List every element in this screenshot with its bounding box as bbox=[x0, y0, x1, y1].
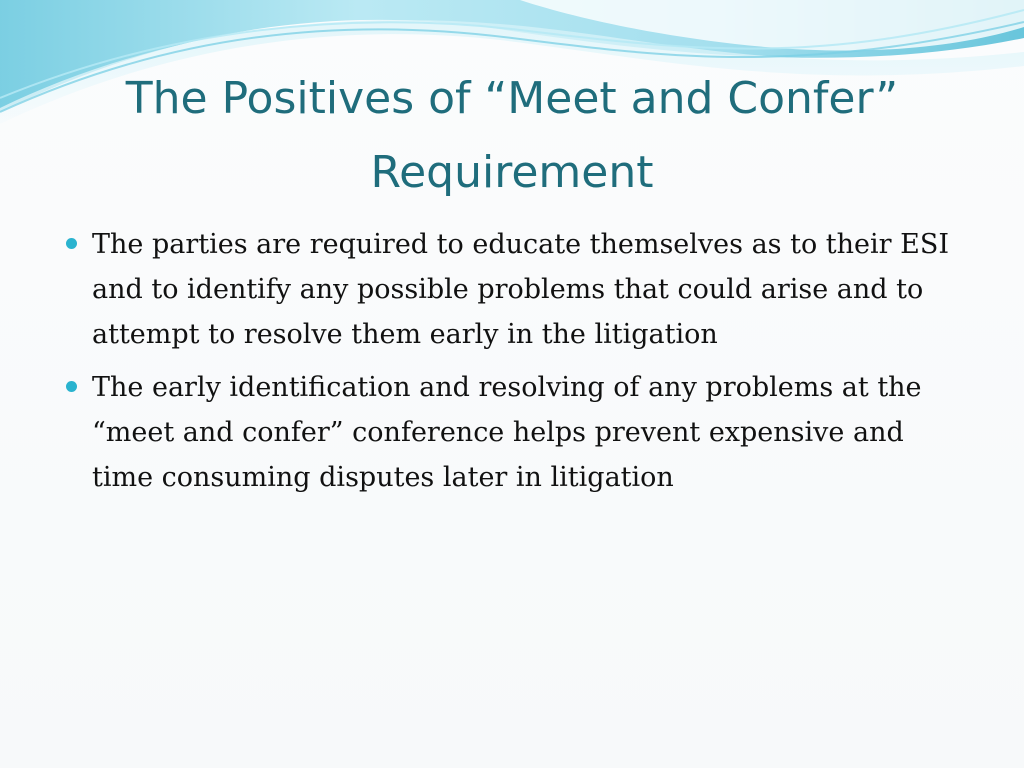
bullet-dot-icon bbox=[66, 238, 77, 249]
bullet-text-1: The parties are required to educate themselves as to their ESI and to identify any possible problems that could arise and to attempt to resolve them early in the litigation bbox=[92, 229, 950, 350]
bullet-item-2 bbox=[64, 365, 964, 500]
bullet-text-2: The early identification and resolving of any problems at the “meet and confer” conference helps prevent expensive and time consuming disputes later in litigation bbox=[92, 372, 922, 493]
slide-title bbox=[0, 62, 1024, 210]
bullet-dot-icon bbox=[66, 381, 77, 392]
bullet-item-1 bbox=[64, 222, 964, 357]
slide-title-line-1: The Positives of “Meet and Confer” bbox=[125, 73, 899, 124]
bullet-list bbox=[64, 222, 964, 508]
slide-title-line-2: Requirement bbox=[370, 147, 654, 198]
